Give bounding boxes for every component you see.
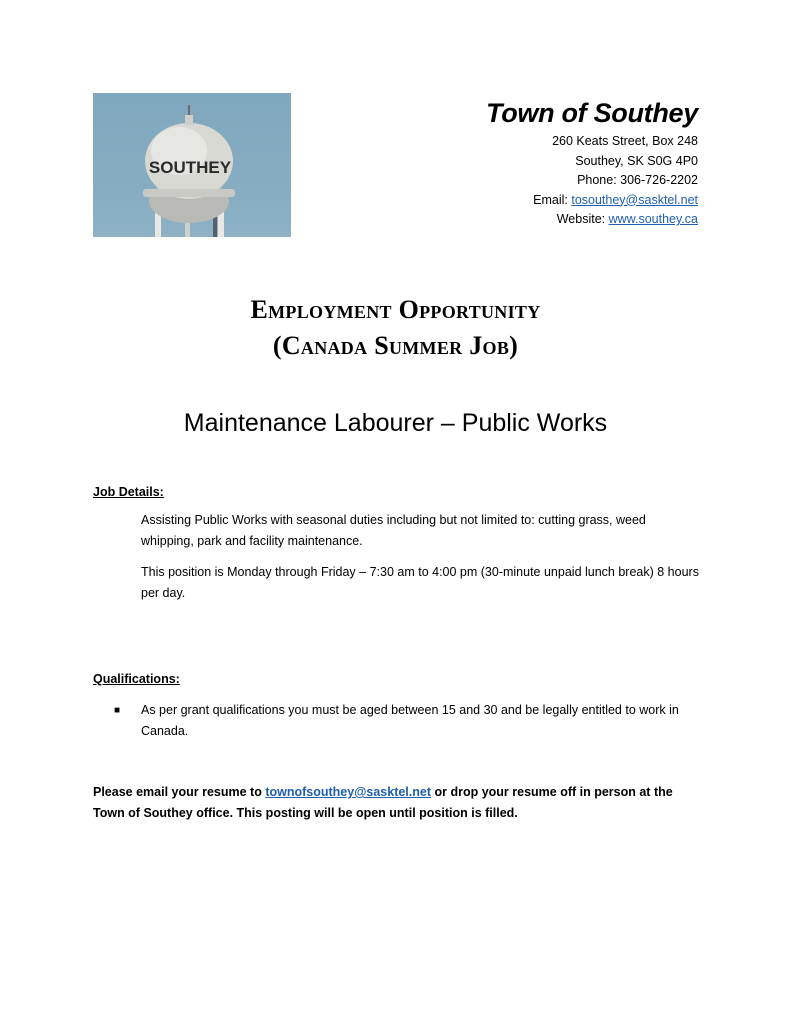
email-label: Email: — [533, 192, 572, 207]
job-details-paragraph-1: Assisting Public Works with seasonal duties including but not limited to: cutting grass, weed whipping, park and facility maintenance. — [141, 513, 646, 548]
heading-line-1: Employment Opportunity — [250, 295, 541, 324]
qualification-text: As per grant qualifications you must be aged between 15 and 30 and be legally entitled to work in Canada. — [141, 703, 679, 738]
address-line-1: 260 Keats Street, Box 248 — [552, 134, 698, 148]
water-tower-photo — [93, 93, 291, 237]
closing-suffix: or drop your resume off in person at the Town of Southey office. This posting will be open until position is filled. — [93, 785, 673, 820]
job-details-paragraph-2: This position is Monday through Friday – 7:30 am to 4:00 pm (30-minute unpaid lunch break) 8 hours per day. — [141, 565, 699, 600]
phone-number: Phone: 306-726-2202 — [577, 173, 698, 187]
water-tower-lettering: SOUTHEY — [148, 158, 232, 177]
application-email-link[interactable]: townofsouthey@sasktel.net — [265, 785, 431, 799]
address-line-2: Southey, SK S0G 4P0 — [575, 153, 698, 168]
website-line — [486, 210, 698, 230]
organization-contact-block — [486, 96, 698, 230]
organization-name: Town of Southey — [486, 98, 698, 128]
heading-line-2: (Canada Summer Job) — [272, 331, 519, 360]
document-heading — [0, 292, 791, 364]
qualifications-label: Qualifications: — [93, 672, 180, 686]
job-title: Maintenance Labourer – Public Works — [183, 409, 608, 437]
application-instructions — [93, 782, 703, 824]
qualification-list-item — [114, 700, 704, 742]
website-link[interactable]: www.southey.ca — [608, 212, 698, 226]
closing-prefix: Please email your resume to — [93, 785, 266, 799]
square-bullet-icon: ■ — [114, 705, 121, 716]
email-line — [486, 191, 698, 211]
email-link[interactable]: tosouthey@sasktel.net — [571, 192, 698, 207]
job-details-label: Job Details: — [93, 485, 164, 499]
website-label: Website: — [556, 212, 609, 226]
